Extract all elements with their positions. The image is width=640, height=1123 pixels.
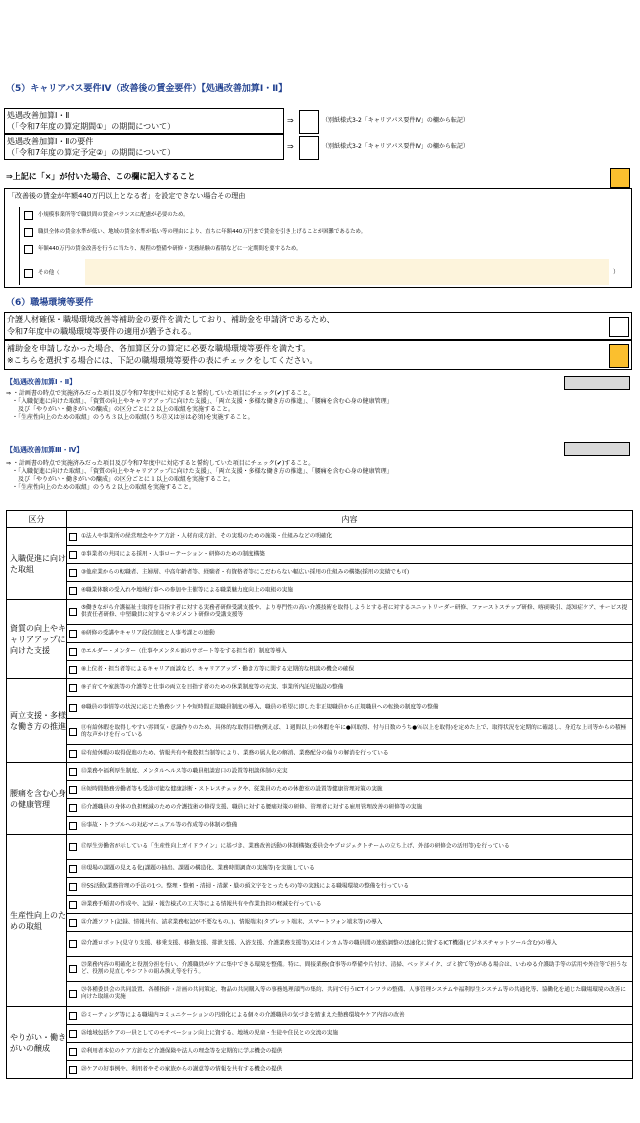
table-row (7, 932, 633, 957)
table-row (7, 763, 633, 781)
table-row (7, 860, 633, 878)
item-checkbox[interactable] (69, 648, 77, 656)
category-cell: やりがい・働きがいの醸成 (7, 1007, 67, 1079)
table-row (7, 625, 633, 643)
item-text: ㉔各種委員会の共同設置、各種指針・計画の共同策定、物品の共同購入等の事務処理部門の集約、共同で行うICTインフラの整備、人事管理システムや福利厚生システム等の共通化等、協働化を通じた職場環境の改善に向けた取組の実施 (81, 987, 626, 1000)
item-text: ①法人や事業所の経営理念やケア方針・人材育成方針、その実現のための施策・仕組みなどの明確化 (81, 533, 333, 539)
item-checkbox[interactable] (69, 822, 77, 830)
reason-checkbox-4[interactable] (24, 269, 33, 278)
item-checkbox[interactable] (69, 630, 77, 638)
sub1-line: 及び「やりがい・働きがいの醸成」の区分ごとに２以上の取組を実施すること。 (6, 406, 235, 413)
item-cell (67, 835, 633, 860)
item-cell (67, 546, 633, 564)
item-checkbox[interactable] (69, 608, 77, 616)
reason-panel (4, 188, 632, 288)
sec5-row2-line1: 処遇改善加算Ⅰ・Ⅱの要件 (7, 137, 94, 146)
item-checkbox[interactable] (69, 804, 77, 812)
table-row (7, 878, 633, 896)
item-cell (67, 643, 633, 661)
item-cell (67, 564, 633, 582)
item-checkbox[interactable] (69, 704, 77, 712)
sec5-row2-input[interactable] (299, 136, 319, 160)
sec5-row1-line1: 処遇改善加算Ⅰ・Ⅱ (7, 111, 70, 120)
item-text: ㉗利用者本位のケア方針など介護保険や法人の理念等を定期的に学ぶ機会の提供 (81, 1048, 283, 1054)
sub2-line: 及び「やりがい・働きがいの醸成」の区分ごとに１以上の取組を実施すること。 (6, 476, 235, 483)
table-row (7, 528, 633, 546)
sub1-title: 【処遇改善加算Ⅰ・Ⅱ】 (6, 378, 77, 386)
x-indicator[interactable] (610, 168, 630, 188)
category-cell: 両立支援・多様な働き方の推進 (7, 679, 67, 763)
item-checkbox[interactable] (69, 1012, 77, 1020)
sec6-option1 (4, 312, 632, 340)
item-text: ㉓業務内容の明確化と役割分担を行い、介護職員がケアに集中できる環境を整備。特に、間接業務(食事等の準備や片付け、清掃、ベッドメイク、ゴミ捨て等)がある場合は、いわゆる介護助手等の活用や外注等で担うなど、役割の見直しやシフトの組み換え等を行う。 (81, 962, 628, 975)
requirements-table (6, 510, 633, 1079)
table-row (7, 957, 633, 982)
item-checkbox[interactable] (69, 901, 77, 909)
sub1-status (564, 376, 630, 390)
reason-4: その他（ (38, 270, 60, 276)
item-checkbox[interactable] (69, 533, 77, 541)
table-row (7, 582, 633, 600)
other-reason-input[interactable] (85, 259, 609, 285)
sub2-line: ・「生産性向上のための取組」のうち２以上の取組を実施すること。 (6, 484, 196, 491)
item-cell (67, 719, 633, 745)
item-text: ㉘ケアの好事例や、利用者やその家族からの謝意等の情報を共有する機会の提供 (81, 1066, 283, 1072)
item-text: ⑨子育てや家族等の介護等と仕事の両立を目指す者のための休業制度等の充実、事業所内託児施設の整備 (81, 684, 344, 690)
item-cell (67, 745, 633, 763)
table-row (7, 817, 633, 835)
item-cell (67, 528, 633, 546)
item-checkbox[interactable] (69, 666, 77, 674)
x-instruction: ⇒上記に「×」が付いた場合、この欄に記入すること (6, 172, 196, 181)
table-row (7, 679, 633, 697)
item-cell (67, 878, 633, 896)
item-cell (67, 860, 633, 878)
item-cell (67, 982, 633, 1007)
reason-checkbox-1[interactable] (24, 211, 33, 220)
item-cell (67, 1043, 633, 1061)
sec6-option2-checkbox[interactable] (609, 344, 629, 368)
item-text: ④職業体験の受入れや地域行事への参加や主催等による職業魅力度向上の取組の実施 (81, 587, 293, 593)
sec5-row1-input[interactable] (299, 110, 319, 134)
item-checkbox[interactable] (69, 750, 77, 758)
sec6-option1-checkbox[interactable] (609, 317, 629, 337)
item-cell (67, 679, 633, 697)
table-row (7, 643, 633, 661)
item-checkbox[interactable] (69, 1066, 77, 1074)
item-checkbox[interactable] (69, 768, 77, 776)
reason-2: 職員全体の賃金水準が低い、地域の賃金水準が低い等の理由により、直ちに年額440万円まで賃金を引き上げることが困難であるため。 (38, 229, 367, 235)
reason-3: 年額440万円の賃金改善を行うに当たり、規程の整備や研修・実務経験の蓄積などに一定期間を要するため。 (38, 246, 302, 252)
item-cell (67, 957, 633, 982)
item-cell (67, 625, 633, 643)
sub1-line: ⇒ ・計画書の時点で実施済みだった項目及び令和7年度中に対応すると誓約していた項目にチェック(✔)すること。 (6, 390, 315, 397)
header-content: 内容 (67, 511, 633, 528)
item-text: ⑬業務や福利厚生制度、メンタルヘルス等の職員相談窓口の設置等相談体制の充実 (81, 768, 288, 774)
item-checkbox[interactable] (69, 551, 77, 559)
sub1-line: ・「生産性向上のための取組」のうち３以上の取組(うち⑰又は⑱は必須)を実施すること。 (6, 414, 254, 421)
sub2-title: 【処遇改善加算Ⅲ・Ⅳ】 (6, 446, 84, 454)
requirements-body (7, 528, 633, 1079)
sub2-status (564, 442, 630, 456)
item-text: ㉖地域包括ケアの一員としてのモチベーション向上に資する、地域の児童・生徒や住民との交流の実施 (81, 1030, 339, 1036)
reason-1: 小規模事業所等で職員間の賃金バランスに配慮が必要のため。 (38, 212, 189, 218)
item-checkbox[interactable] (69, 965, 77, 973)
sec6-option2-line1: 補助金を申請しなかった場合、各加算区分の算定に必要な職場環境等要件を満たす。 (7, 344, 311, 353)
item-text: ㉑介護ソフト(記録、情報共有、請求業務転記が不要なもの。)、情報端末(タブレット端末、スマートフォン端末等)の導入 (81, 919, 383, 925)
item-text: ⑯事故・トラブルへの対応マニュアル等の作成等の体制の整備 (81, 822, 238, 828)
table-row (7, 1061, 633, 1079)
category-cell: 入職促進に向けた取組 (7, 528, 67, 600)
item-cell (67, 1025, 633, 1043)
item-cell (67, 781, 633, 799)
item-text: ⑥研修の受講やキャリア段位制度と人事考課との連動 (81, 630, 215, 636)
item-checkbox[interactable] (69, 883, 77, 891)
sub2-line: ⇒ ・計画書の時点で実施済みだった項目及び令和7年度中に対応すると誓約していた項目にチェック(✔)すること。 (6, 460, 315, 467)
close-paren: ） (613, 269, 620, 276)
section6-title: （6）職場環境等要件 (6, 298, 94, 308)
sec6-option1-line2: 令和7年度中の職場環境等要件の適用が猶予される。 (7, 327, 197, 336)
reason-checkbox-3[interactable] (24, 245, 33, 254)
item-checkbox[interactable] (69, 919, 77, 927)
item-text: ⑪有給休暇を取得しやすい雰囲気・意識作りのため、具体的な取得目標(例えば、１週間以上の休暇を年に●回取得、付与日数のうち●％以上を取得)を定めた上で、取得状況を定期的に確認し、身近な上司等からの積極的な声かけを行っている (81, 724, 627, 738)
item-text: ⑱現場の課題の見える化(課題の抽出、課題の構造化、業務時間調査の実施等)を実施している (81, 865, 315, 871)
item-checkbox[interactable] (69, 569, 77, 577)
sec5-row1-note: （別紙様式3-2「キャリアパス要件Ⅳ」の欄から転記） (322, 117, 469, 124)
table-row (7, 835, 633, 860)
sec5-row1-line2: （「令和7年度の算定期間①」の期間について） (7, 122, 176, 131)
item-cell (67, 763, 633, 781)
item-text: ⑰厚生労働省が示している「生産性向上ガイドライン」に基づき、業務改善活動の体制構築(委員会やプロジェクトチームの立ち上げ、外部の研修会の活用等)を行っている (81, 843, 510, 850)
item-cell (67, 697, 633, 719)
item-checkbox[interactable] (69, 587, 77, 595)
table-row (7, 546, 633, 564)
sec6-option2 (4, 340, 632, 370)
item-cell (67, 914, 633, 932)
item-text: ㉒介護ロボット(見守り支援、移乗支援、移動支援、排泄支援、入浴支援、介護業務支援等)又はインカム等の職員間の連絡調整の迅速化に資するICT機器(ビジネスチャットツール含む)の導入 (81, 940, 557, 947)
table-row (7, 914, 633, 932)
table-row (7, 982, 633, 1007)
table-row (7, 799, 633, 817)
table-row (7, 1025, 633, 1043)
sub1-line: ・「入職促進に向けた取組」、「資質の向上やキャリアアップに向けた支援」、「両立支援・多様な働き方の推進」、「腰痛を含む心身の健康管理」 (6, 398, 393, 405)
table-row (7, 564, 633, 582)
sec6-option1-line1: 介護人材確保・職場環境改善等補助金の要件を満たしており、補助金を申請済であるため、 (7, 315, 335, 324)
item-text: ⑤働きながら介護福祉士取得を目指す者に対する実務者研修受講支援や、より専門性の高い介護技術を取得しようとする者に対するユニットリーダー研修、ファーストステップ研修、喀痰吸引、認知症ケア、サービス提供責任者研修、中堅職員に対するマネジメント研修の受講支援等 (81, 605, 628, 618)
category-cell: 資質の向上やキャリアアップに向けた支援 (7, 600, 67, 679)
item-text: ⑭短時間勤務労働者等も受診可能な健康診断・ストレスチェックや、従業員のための休憩室の設置等健康管理対策の実施 (81, 786, 383, 792)
table-row (7, 896, 633, 914)
item-text: ㉕ミーティング等による職場内コミュニケーションの円滑化による個々の介護職員の気づきを踏まえた勤務環境やケア内容の改善 (81, 1012, 405, 1018)
item-cell (67, 799, 633, 817)
item-cell (67, 600, 633, 625)
item-checkbox[interactable] (69, 1048, 77, 1056)
item-checkbox[interactable] (69, 786, 77, 794)
table-row (7, 600, 633, 625)
item-checkbox[interactable] (69, 990, 77, 998)
item-text: ⑩職員の事情等の状況に応じた勤務シフトや短時間正規職員制度の導入、職員の希望に即した非正規職員から正規職員への転換の制度等の整備 (81, 704, 439, 710)
item-checkbox[interactable] (69, 940, 77, 948)
sub1-lines (6, 390, 626, 422)
sec6-option2-line2: ※こちらを選択する場合には、下記の職場環境等要件の表にチェックをしてください。 (7, 356, 318, 365)
table-row (7, 719, 633, 745)
item-cell (67, 1007, 633, 1025)
table-row (7, 697, 633, 719)
reason-title: 「改善後の賃金が年額440万円以上となる者」を設定できない場合その理由 (8, 192, 246, 200)
item-text: ⑮介護職員の身体の負担軽減のための介護技術の修得支援、職員に対する腰痛対策の研修、管理者に対する雇用管理改善の研修等の実施 (81, 804, 423, 810)
table-row (7, 661, 633, 679)
item-cell (67, 582, 633, 600)
sub2-line: ・「入職促進に向けた取組」、「資質の向上やキャリアアップに向けた支援」、「両立支援・多様な働き方の推進」、「腰痛を含む心身の健康管理」 (6, 468, 393, 475)
category-cell: 生産性向上のための取組 (7, 835, 67, 1007)
item-checkbox[interactable] (69, 1030, 77, 1038)
sec5-row2-line2: （「令和7年度の算定予定②」の期間について） (7, 148, 176, 157)
arrow-1: ⇒ (287, 116, 294, 125)
sec5-row2-label (4, 134, 284, 160)
item-text: ⑦エルダー・メンター（仕事やメンタル面のサポート等をする担当者）制度等導入 (81, 648, 287, 654)
item-text: ②事業者の共同による採用・人事ローテーション・研修のための制度構築 (81, 551, 265, 557)
reason-checkbox-2[interactable] (24, 228, 33, 237)
item-cell (67, 661, 633, 679)
item-checkbox[interactable] (69, 728, 77, 736)
item-cell (67, 817, 633, 835)
table-row (7, 1043, 633, 1061)
item-checkbox[interactable] (69, 865, 77, 873)
sec5-row2-note: （別紙様式3-2「キャリアパス要件Ⅳ」の欄から転記） (322, 143, 469, 150)
arrow-2: ⇒ (287, 142, 294, 151)
table-row (7, 1007, 633, 1025)
item-text: ⑳業務手順書の作成や、記録・報告様式の工夫等による情報共有や作業負担の軽減を行っている (81, 901, 322, 907)
table-row (7, 781, 633, 799)
item-text: ⑧上位者・担当者等によるキャリア面談など、キャリアアップ・働き方等に関する定期的な相談の機会の確保 (81, 666, 355, 672)
category-cell: 腰痛を含む心身の健康管理 (7, 763, 67, 835)
item-checkbox[interactable] (69, 684, 77, 692)
header-category: 区分 (7, 511, 67, 528)
item-cell (67, 932, 633, 957)
sub2-lines (6, 460, 626, 492)
section5-title: （5）キャリアパス要件Ⅳ（改善後の賃金要件）【処遇改善加算Ⅰ・Ⅱ】 (6, 84, 288, 94)
item-text: ⑲5S活動(業務管理の手法の1つ。整理・整頓・清掃・清潔・躾の頭文字をとったもの)等の実践による職場環境の整備を行っている (81, 883, 409, 889)
sec5-row1-label (4, 108, 284, 134)
item-text: ③他産業からの転職者、主婦層、中高年齢者等、経験者・有資格者等にこだわらない幅広い採用の仕組みの構築(採用の実績でも可) (81, 569, 410, 575)
item-checkbox[interactable] (69, 843, 77, 851)
item-cell (67, 1061, 633, 1079)
reason-bracket (19, 207, 20, 285)
item-cell (67, 896, 633, 914)
table-row (7, 745, 633, 763)
item-text: ⑫有給休暇の取得促進のため、情報共有や複数担当制等により、業務の属人化の解消、業務配分の偏りの解消を行っている (81, 750, 389, 756)
